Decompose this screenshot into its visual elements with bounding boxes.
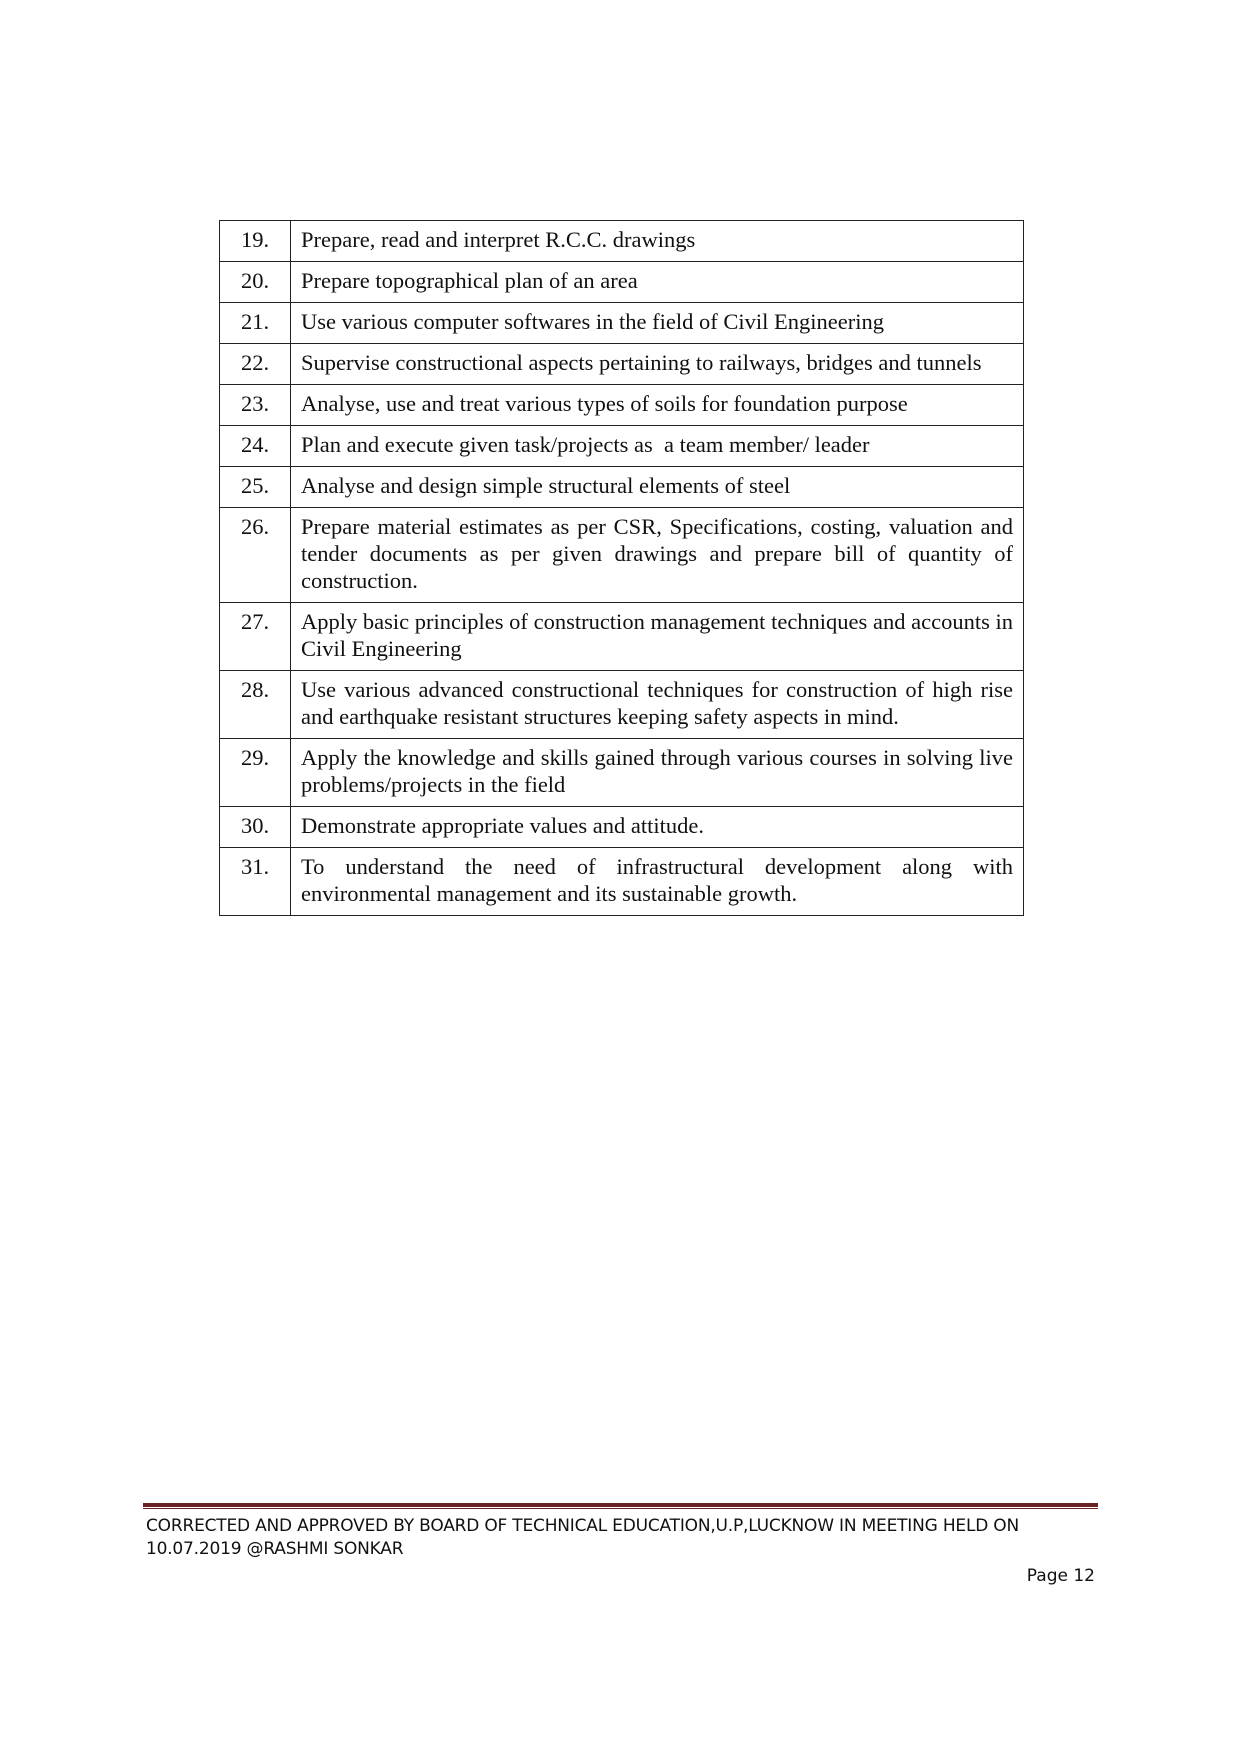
row-number: 31. (220, 848, 291, 916)
table-row (220, 303, 1024, 344)
row-number: 21. (220, 303, 291, 344)
row-text: Use various advanced constructional techniques for construction of high rise and earthquake resistant structures keeping safety aspects in mind. (291, 671, 1024, 739)
row-number: 19. (220, 221, 291, 262)
table-row (220, 262, 1024, 303)
row-text: Use various computer softwares in the field of Civil Engineering (291, 303, 1024, 344)
row-number: 24. (220, 426, 291, 467)
table-row (220, 603, 1024, 671)
table-row (220, 508, 1024, 603)
table-row (220, 807, 1024, 848)
table-row (220, 344, 1024, 385)
table-row (220, 385, 1024, 426)
row-text: Analyse, use and treat various types of soils for foundation purpose (291, 385, 1024, 426)
outcomes-table-body (220, 221, 1024, 916)
table-row (220, 426, 1024, 467)
row-text: Prepare, read and interpret R.C.C. drawings (291, 221, 1024, 262)
row-number: 30. (220, 807, 291, 848)
row-text: Prepare topographical plan of an area (291, 262, 1024, 303)
row-text: Supervise constructional aspects pertaining to railways, bridges and tunnels (291, 344, 1024, 385)
footer-divider-thick-line (143, 1503, 1098, 1507)
row-number: 28. (220, 671, 291, 739)
table-row (220, 467, 1024, 508)
table-row (220, 848, 1024, 916)
row-number: 25. (220, 467, 291, 508)
row-text: Analyse and design simple structural elements of steel (291, 467, 1024, 508)
outcomes-table (219, 220, 1024, 916)
table-row (220, 671, 1024, 739)
table-row (220, 739, 1024, 807)
row-number: 22. (220, 344, 291, 385)
row-number: 20. (220, 262, 291, 303)
row-text: To understand the need of infrastructural development along with environmental management and its sustainable growth. (291, 848, 1024, 916)
footer-divider (143, 1503, 1098, 1510)
row-text: Demonstrate appropriate values and attitude. (291, 807, 1024, 848)
row-number: 26. (220, 508, 291, 603)
row-number: 27. (220, 603, 291, 671)
row-number: 23. (220, 385, 291, 426)
footer-approval-note: CORRECTED AND APPROVED BY BOARD OF TECHNICAL EDUCATION,U.P,LUCKNOW IN MEETING HELD ON 10.07.2019 @RASHMI SONKAR (146, 1516, 1020, 1559)
row-number: 29. (220, 739, 291, 807)
table-row (220, 221, 1024, 262)
row-text: Plan and execute given task/projects as a team member/ leader (291, 426, 1024, 467)
page-number: Page 12 (1026, 1566, 1095, 1586)
row-text: Prepare material estimates as per CSR, Specifications, costing, valuation and tender documents as per given drawings and prepare bill of quantity of construction. (291, 508, 1024, 603)
row-text: Apply the knowledge and skills gained through various courses in solving live problems/projects in the field (291, 739, 1024, 807)
footer-divider-thin-line (143, 1508, 1098, 1509)
row-text: Apply basic principles of construction management techniques and accounts in Civil Engineering (291, 603, 1024, 671)
